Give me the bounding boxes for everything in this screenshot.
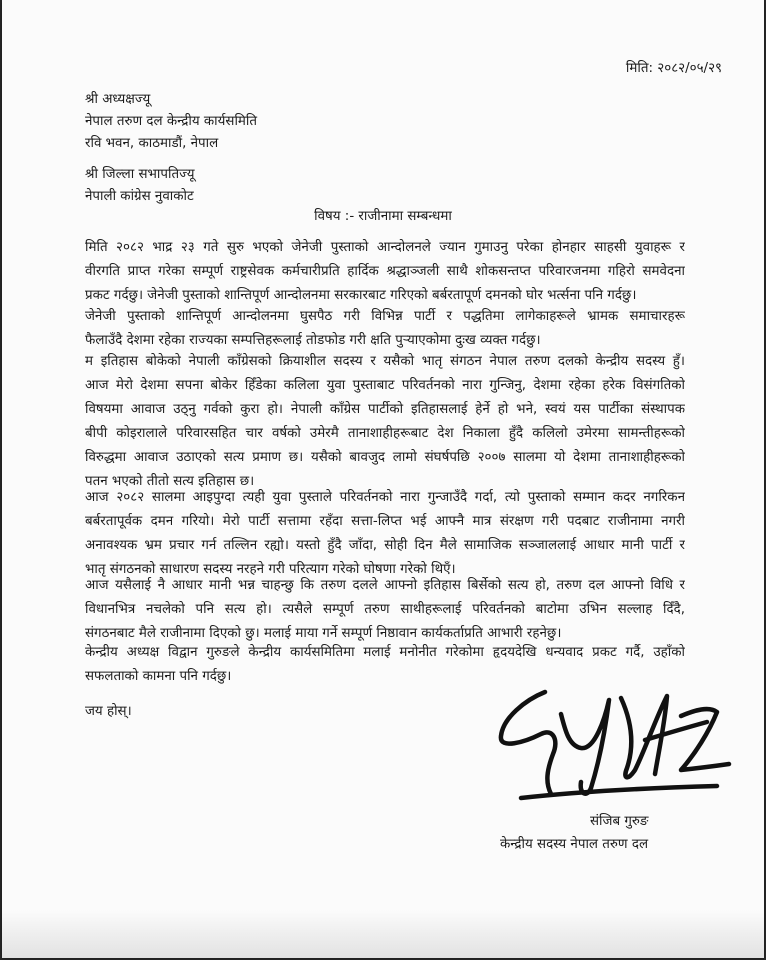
- paragraph-line: अनावश्यक भ्रम प्रचार गर्न तल्लिन रह्यो। यस्तो हुँदै जाँदा, सोही दिन मैले सामाजिक सञ्जाललाई आधार मानी पार्टी र: [85, 538, 685, 553]
- recipient-2-line-2: नेपाली कांग्रेस नुवाकोट: [85, 189, 194, 204]
- paragraph-line: आज २०८२ सालमा आइपुग्दा त्यही युवा पुस्ताले परिवर्तनको नारा गुन्जाउँदै गर्दा, त्यो पुस्ताको सम्मान कदर नगरिकन: [85, 490, 685, 505]
- paragraph-line: विरुद्धमा आवाज उठाएको सत्य प्रमाण छ। यसैको बावजुद लामो संघर्षपछि २००७ सालमा यो देशमा तानाशाहीहरूको: [85, 450, 685, 465]
- paragraph-line: विधानभित्र नचलेको पनि सत्य हो। त्यसैले सम्पूर्ण तरुण साथीहरूलाई परिवर्तनको बाटोमा उभिन सल्लाह दिँदै,: [85, 602, 685, 617]
- letter-date: मिति: २०८२/०५/२९: [625, 61, 722, 76]
- paragraph-regret: [85, 305, 685, 353]
- paragraph-line: मिति २०८२ भाद्र २३ गते सुरु भएको जेनेजी पुस्ताको आन्दोलनले ज्यान गुमाउनु परेका होनहार साहसी युवाहरू र: [85, 240, 685, 255]
- recipient-1-line-1: श्री अध्यक्षज्यू: [85, 92, 151, 107]
- paragraph-line: आज यसैलाई नै आधार मानी भन्न चाहन्छु कि तरुण दलले आफ्नो इतिहास बिर्सेको सत्य हो, तरुण दल आफ्नो विधि र: [85, 578, 685, 593]
- page-shadow: [2, 910, 764, 958]
- paragraph-line: विषयमा आवाज उठ्नु गर्वको कुरा हो। नेपाली काँग्रेस पार्टीको इतिहासलाई हेर्ने हो भने, स्वयं यस पार्टीका संस्थापक: [85, 402, 685, 417]
- paragraph-line: संगठनबाट मैले राजीनामा दिएको छु। मलाई माया गर्ने सम्पूर्ण निष्ठावान कार्यकर्ताप्रति आभारी रहनेछु।: [85, 626, 562, 641]
- paragraph-line: बीपी कोइरालाले परिवारसहित चार वर्षको उमेरमै तानाशाहीहरूबाट देश निकाला हुँदै कलिलो उमेरमा सामन्तीहरूको: [85, 426, 685, 441]
- paragraph-line: जेनेजी पुस्ताको शान्तिपूर्ण आन्दोलनमा घुसपैठ गरी विभिन्न पार्टी र पद्धतिमा लागेकाहरूले भ्रामक समाचारहरू: [85, 309, 685, 324]
- recipient-2-line-1: श्री जिल्ला सभापतिज्यू: [85, 167, 195, 182]
- paragraph-line: आज मेरो देशमा सपना बोकेर हिँडेका कलिला युवा पुस्ताबाट परिवर्तनको नारा गुन्जिनु, देशमा रहेका हरेक विसंगतिको: [85, 378, 685, 393]
- paragraph-line: बर्बरतापूर्वक दमन गरियो। मेरो पार्टी सत्तामा रहँदा सत्ता-लिप्त भई आफ्नै मात्र संरक्षण गरी पदबाट राजीनामा नगरी: [85, 514, 685, 529]
- handwritten-signature: [495, 670, 735, 810]
- paragraph-resignation-reason: [85, 486, 685, 582]
- paragraph-condolence: [85, 236, 685, 308]
- recipient-1-line-3: रवि भवन, काठमाडौं, नेपाल: [85, 136, 219, 151]
- signatory-name: संजिब गुरुङ: [590, 814, 649, 829]
- paragraph-line: वीरगति प्राप्त गरेका सम्पूर्ण राष्ट्रसेवक कर्मचारीप्रति हार्दिक श्रद्धाञ्जली साथै शोकसन्तप्त परिवारजनमा गहिरो समवेदना: [85, 264, 685, 279]
- recipient-1-line-2: नेपाल तरुण दल केन्द्रीय कार्यसमिति: [85, 114, 258, 129]
- paragraph-line: भातृ संगठनको साधारण सदस्य नरहने गरी परित्याग गरेको घोषणा गरेको थिएँ।: [85, 562, 456, 577]
- paragraph-line: म इतिहास बोकेको नेपाली काँग्रेसको क्रियाशील सदस्य र यसैको भातृ संगठन नेपाल तरुण दलको केन्द्रीय सदस्य हुँ।: [85, 354, 685, 369]
- paragraph-line: केन्द्रीय अध्यक्ष विद्वान गुरुङले केन्द्रीय कार्यसमितिमा मलाई मनोनीत गरेकोमा हृदयदेखि धन्यवाद प्रकट गर्दै, उहाँको: [85, 645, 685, 660]
- paragraph-resignation: [85, 574, 685, 646]
- paragraph-line: सफलताको कामना पनि गर्दछु।: [85, 669, 232, 684]
- letter-subject: विषय :- राजीनामा सम्बन्धमा: [314, 209, 452, 224]
- closing-salutation: जय होस्।: [85, 704, 132, 719]
- paragraph-history: [85, 350, 685, 494]
- signatory-title: केन्द्रीय सदस्य नेपाल तरुण दल: [500, 837, 649, 852]
- paragraph-line: फैलाउँदै देशमा रहेका राज्यका सम्पत्तिहरूलाई तोडफोड गरी क्षति पुऱ्याएकोमा दुःख व्यक्त गर्दछु।: [85, 333, 541, 348]
- paragraph-line: पतन भएको तीतो सत्य इतिहास छ।: [85, 474, 255, 489]
- paragraph-line: प्रकट गर्दछु। जेनेजी पुस्ताको शान्तिपूर्ण आन्दोलनमा सरकारबाट गरिएको बर्बरतापूर्ण दमनको घोर भर्त्सना पनि गर्दछु।: [85, 288, 637, 303]
